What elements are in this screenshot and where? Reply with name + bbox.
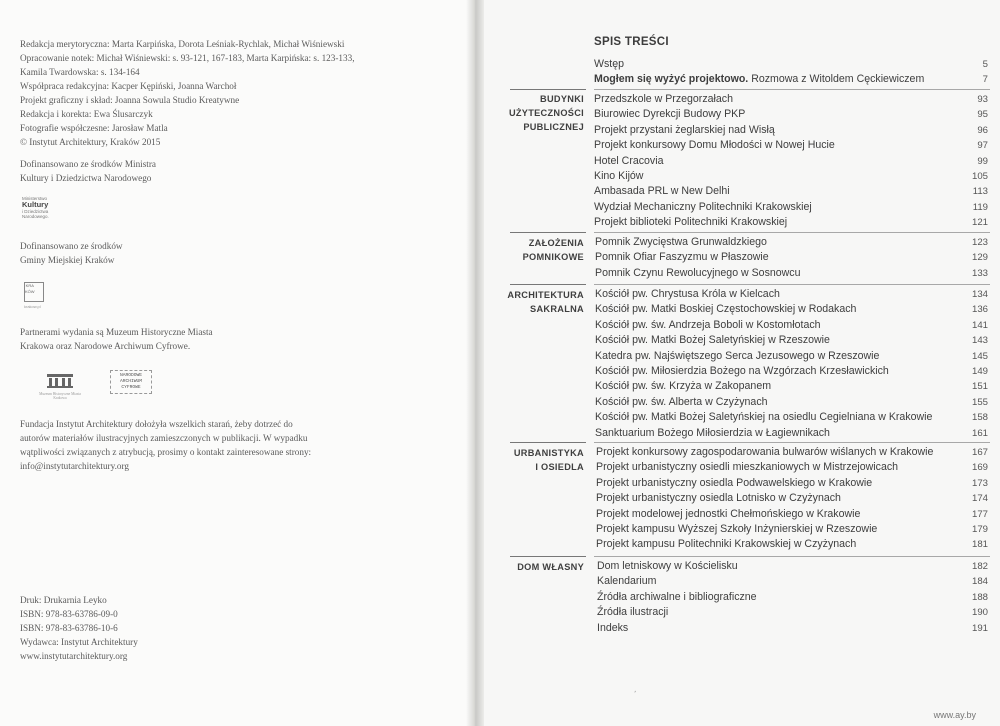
toc-section-label-line: ARCHITEKTURA [507,290,584,300]
toc-entry-page: 167 [971,447,988,458]
watermark: www.ay.by [933,710,976,720]
toc-entry-title: Kościół pw. Matki Bożej Saletyńskiej w Rzeszowie [595,334,830,346]
toc-entry-page: 121 [971,217,988,228]
section-rule-entries [594,284,990,285]
toc-entry-title: Projekt konkursowy Domu Młodości w Nowej Hucie [594,139,835,151]
toc-entry-title: Wydział Mechaniczny Politechniki Krakowskiej [594,201,812,213]
toc-entry-page: 7 [982,74,988,85]
toc-entry-page: 99 [977,156,988,167]
toc-section-label-line: UŻYTECZNOŚCI [508,108,584,118]
toc-section-label-line: SAKRALNA [530,304,584,314]
section-rule-label [510,232,586,233]
toc-entry-page: 151 [971,381,988,392]
toc-entry-page: 174 [971,493,988,504]
notice-line: wątpliwości związanych z atrybucją, prosimy o kontakt zainteresowane strony: [20,447,312,457]
toc-entry-page: 179 [971,524,988,535]
section-rule-label [510,556,586,557]
section-rule-entries [594,232,990,233]
toc-entry-page: 173 [971,478,988,489]
toc-entry-page: 191 [971,623,988,634]
logo-text: Kultury [22,200,49,209]
toc-entry-title: Przedszkole w Przegorzałach [594,93,733,105]
notice-line: Fundacja Instytut Architektury dołożyła wszelkich starań, żeby dotrzeć do [20,419,293,429]
copyright-line: © Instytut Architektury, Kraków 2015 [20,137,161,147]
toc-entry-title: Kościół pw. św. Alberta w Czyżynach [595,396,768,408]
publisher-website[interactable]: www.instytutarchitektury.org [20,651,128,661]
section-rule-entries [594,89,990,90]
toc-entry-title: Kino Kijów [594,170,644,182]
page-mark: ʼ [634,690,637,698]
toc-entry-title: Kościół pw. Matki Boskiej Częstochowskiej w Rodakach [595,303,857,315]
toc-entry-page: 184 [971,576,988,587]
logo-text: KÓW [25,289,35,294]
museum-logo [38,372,82,404]
krakow-city-logo [24,282,46,312]
section-rule-entries [594,556,990,557]
toc-entry-title: Indeks [597,622,629,634]
toc-entry-page: 181 [971,539,988,550]
toc-entry-title: Kościół pw. św. Andrzeja Boboli w Kostomłotach [595,319,821,331]
toc-entry-title: Projekt urbanistyczny osiedli mieszkaniowych w Mistrzejowicach [596,461,899,473]
credit-line: Projekt graficzny i skład: Joanna Sowula Studio Kreatywne [20,95,240,105]
toc-heading: SPIS TREŚCI [594,36,669,48]
ministry-culture-logo [22,196,62,222]
logo-text: Narodowego. [22,214,49,219]
logo-text: ARCHIWUM [119,379,143,384]
toc-section-label-line: ZAŁOŻENIA [528,238,584,248]
toc-entry-page: 96 [977,125,988,136]
isbn-line: ISBN: 978-83-63786-10-6 [20,623,118,633]
toc-entry-title: Projekt biblioteki Politechniki Krakowskiej [594,216,788,228]
toc-entry-title: Projekt konkursowy zagospodarowania bulwarów wiślanych w Krakowie [596,446,934,458]
toc-entry-title: Projekt modelowej jednostki Chełmońskiego w Krakowie [596,508,861,520]
partners-line: Krakowa oraz Narodowe Archiwum Cyfrowe. [20,341,191,351]
toc-entry-title: Projekt urbanistyczny osiedla Podwawelskiego w Krakowie [596,477,873,489]
section-rule-label [510,89,586,90]
toc-section-label-line: PUBLICZNEJ [523,122,584,132]
isbn-line: ISBN: 978-83-63786-09-0 [20,609,118,619]
section-rule-label [510,284,586,285]
toc-entry-page: 155 [971,397,988,408]
museum-building-icon [45,372,75,388]
toc-entry-title: Biurowiec Dyrekcji Budowy PKP [594,108,746,120]
logo-text: KRA [25,283,34,288]
toc-entry-page: 95 [977,109,988,120]
toc-entry-title: Pomnik Ofiar Faszyzmu w Płaszowie [595,251,769,263]
toc-section-label-line: POMNIKOWE [522,252,584,262]
toc-section-label [484,288,584,316]
toc-entry-page: 143 [971,335,988,346]
toc-entry-title: Źródła archiwalne i bibliograficzne [597,591,757,603]
toc-entry-title-rest: Rozmowa z Witoldem Cęckiewiczem [748,73,925,85]
toc-entry-title: Kalendarium [597,575,657,587]
toc-section-label [484,236,584,264]
toc-entry-page: 136 [971,304,988,315]
toc-entry-title: Kościół pw. Matki Bożej Saletyńskiej na osiedlu Cegielniana w Krakowie [595,411,933,423]
toc-entry-page: 145 [971,351,988,362]
toc-entry-page: 134 [971,289,988,300]
toc-entry-page: 190 [971,607,988,618]
section-rule-entries [594,442,990,443]
publisher-line: Wydawca: Instytut Architektury [20,637,138,647]
printer-line: Druk: Drukarnia Leyko [20,595,107,605]
toc-entry-title: Hotel Cracovia [594,155,664,167]
toc-entry-page: 119 [972,202,988,213]
toc-entry-page: 177 [971,509,988,520]
toc-entry-page: 182 [971,561,988,572]
toc-entry-page: 188 [971,592,988,603]
toc-entry-title: Kościół pw. Miłosierdzia Bożego na Wzgórzach Krzesławickich [595,365,889,377]
toc-entry-title: Projekt kampusu Politechniki Krakowskiej w Czyżynach [596,538,857,550]
toc-section-label-line: BUDYNKI [540,94,584,104]
toc-entry-title: Pomnik Zwycięstwa Grunwaldzkiego [595,236,767,248]
toc-entry-title: Kościół pw. św. Krzyża w Zakopanem [595,380,772,392]
toc-entry-page: 169 [971,462,988,473]
partners-line: Partnerami wydania są Muzeum Historyczne Miasta [20,327,213,337]
credit-line: Redakcja merytoryczna: Marta Karpińska, Dorota Leśniak-Rychlak, Michał Wiśniewski [20,39,345,49]
funding-city-line: Dofinansowano ze środków [20,241,123,251]
funding-ministry-line: Dofinansowano ze środków Ministra [20,159,157,169]
toc-entry-page: 141 [971,320,988,331]
credit-line: Opracowanie notek: Michał Wiśniewski: s. 93-121, 167-183, Marta Karpińska: s. 123-133, [20,53,355,63]
toc-entry-page: 158 [971,412,988,423]
toc-entry-title: Sanktuarium Bożego Miłosierdzia w Łagiewnikach [595,427,830,439]
digital-archive-logo [110,370,152,394]
toc-entry-title: Projekt kampusu Wyższej Szkoły Inżynierskiej w Rzeszowie [596,523,878,535]
toc-entry-page: 105 [971,171,988,182]
toc-entry-page: 161 [971,428,988,439]
toc-entry-page: 123 [971,237,988,248]
credit-line: Współpraca redakcyjna: Kacper Kępiński, Joanna Warchoł [20,81,237,91]
toc-entry-page: 113 [972,186,988,197]
logo-text: Krakowa [53,396,67,400]
section-rule-label [510,442,586,443]
logo-text [25,295,35,301]
logo-url: krakow.pl [24,304,41,309]
credit-line: Fotografie współczesne: Jarosław Matla [20,123,168,133]
toc-entry-title: Katedra pw. Najświętszego Serca Jezusowego w Rzeszowie [595,350,880,362]
toc-entry-title: Pomnik Czynu Rewolucyjnego w Sosnowcu [595,267,801,279]
funding-city-line: Gminy Miejskiej Kraków [20,255,115,265]
toc-entry-title: Kościół pw. Chrystusa Króla w Kielcach [595,288,780,300]
toc-section-label [484,446,584,474]
toc-entry-title: Źródła ilustracji [597,606,669,618]
logo-text: i Dziedzictwa [22,209,49,214]
toc-entry-page: 93 [977,94,988,105]
toc-entry-title: Projekt urbanistyczny osiedla Lotnisko w Czyżynach [596,492,841,504]
toc-entry-page: 129 [971,252,988,263]
funding-ministry-line: Kultury i Dziedzictwa Narodowego [20,173,152,183]
left-page-colophon [0,0,470,726]
logo-text: Ministerstwo [22,196,48,201]
notice-line: autorów materiałów ilustracyjnych zamieszczonych w publikacji. W wypadku [20,433,308,443]
logo-text: NARODOWE [119,373,143,378]
credit-line: Kamila Twardowska: s. 134-164 [20,67,140,77]
toc-entry-title: Ambasada PRL w New Delhi [594,185,730,197]
logo-text [35,295,43,301]
toc-section-label-line: URBANISTYKA [513,448,584,458]
contact-email[interactable]: info@instytutarchitektury.org [20,461,129,471]
credit-line: Redakcja i korekta: Ewa Ślusarczyk [20,109,153,119]
toc-entry-title: Projekt przystani żeglarskiej nad Wisłą [594,124,775,136]
toc-section-label-line: I OSIEDLA [535,462,584,472]
toc-entry-title: Wstęp [594,58,625,70]
toc-entry-page: 149 [971,366,988,377]
toc-entry-page: 97 [977,140,988,151]
toc-entry-page: 133 [971,268,988,279]
book-gutter [466,0,484,726]
toc-entry-title-bold: Mogłem się wyżyć projektowo. [594,73,749,85]
toc-section-label [484,92,584,134]
logo-text: Muzeum Historyczne Miasta [39,392,81,396]
toc-section-label [484,560,584,574]
toc-entry-title [594,73,924,86]
toc-entry-page: 5 [982,59,988,70]
toc-entry-title: Dom letniskowy w Kościelisku [597,560,738,572]
logo-text: CYFROWE [121,385,141,390]
toc-section-label-line: DOM WŁASNY [517,562,584,572]
